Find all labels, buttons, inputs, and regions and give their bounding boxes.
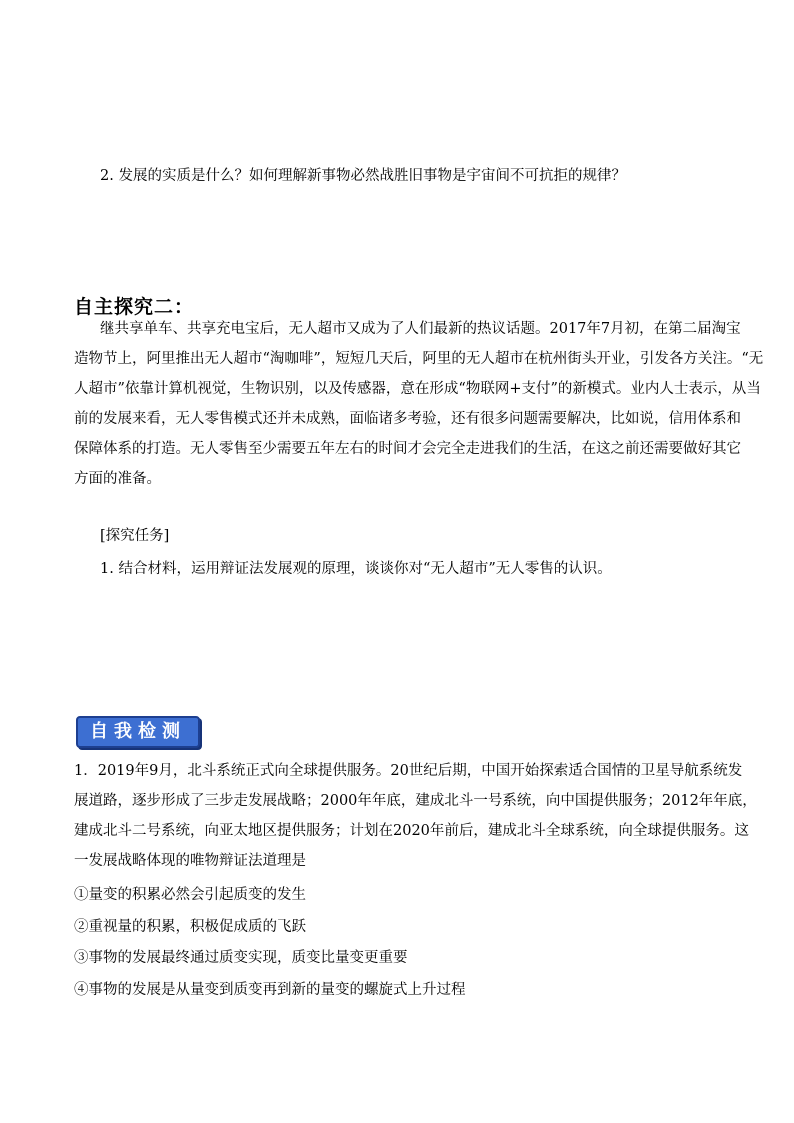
question-line: 1．2019年9月，北斗系统正式向全球提供服务。20世纪后期，中国开始探索适合国情的卫星导航系统发 xyxy=(74,763,743,779)
self-test-badge: 自我检测 xyxy=(76,716,200,748)
paragraph-line: 前的发展来看，无人零售模式还并未成熟，面临诸多考验，还有很多问题需要解决，比如说，信用体系和 xyxy=(74,411,741,427)
task-question-1: 1. 结合材料，运用辩证法发展观的原理，谈谈你对“无人超市”无人零售的认识。 xyxy=(100,561,612,577)
paragraph-line: 保障体系的打造。无人零售至少需要五年左右的时间才会完全走进我们的生活，在这之前还需要做好其它 xyxy=(74,441,741,457)
question-line: 一发展战略体现的唯物辩证法道理是 xyxy=(74,853,306,869)
answer-options xyxy=(74,880,466,1006)
option-4: ④事物的发展是从量变到质变再到新的量变的螺旋式上升过程 xyxy=(74,981,466,998)
question-line: 建成北斗二号系统，向亚太地区提供服务；计划在2020年前后，建成北斗全球系统，向全球提供服务。这 xyxy=(74,823,749,839)
paragraph-line: 造物节上，阿里推出无人超市“淘咖啡”，短短几天后，阿里的无人超市在杭州街头开业，引发各方关注。“无 xyxy=(74,351,764,367)
question-line: 展道路，逐步形成了三步走发展战略；2000年年底，建成北斗一号系统，向中国提供服务；2012年年底， xyxy=(74,793,757,809)
paragraph-line: 人超市”依靠计算机视觉，生物识别，以及传感器，意在形成“物联网+支付”的新模式。业内人士表示，从当 xyxy=(74,381,761,397)
self-test-question-1 xyxy=(74,756,757,876)
question-2: 2. 发展的实质是什么？如何理解新事物必然战胜旧事物是宇宙间不可抗拒的规律？ xyxy=(100,168,626,184)
material-paragraph xyxy=(74,314,764,494)
option-3: ③事物的发展最终通过质变实现，质变比量变更重要 xyxy=(74,950,408,966)
section-heading-self-inquiry-2: 自主探究二： xyxy=(74,296,195,318)
option-1: ①量变的积累必然会引起质变的发生 xyxy=(74,887,306,903)
option-2: ②重视量的积累，积极促成质的飞跃 xyxy=(74,918,306,935)
paragraph-line: 继共享单车、共享充电宝后，无人超市又成为了人们最新的热议话题。2017年7月初，在第二届淘宝 xyxy=(100,321,741,337)
paragraph-line: 方面的准备。 xyxy=(74,471,161,487)
task-label: [探究任务] xyxy=(100,528,170,544)
